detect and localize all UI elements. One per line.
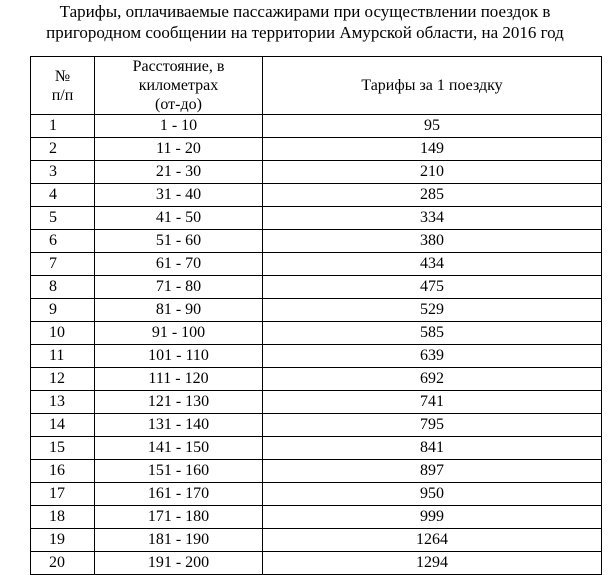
table-row <box>31 230 602 253</box>
distance-cell: 131 - 140 <box>95 414 263 437</box>
table-row <box>31 138 602 161</box>
row-number-cell: 19 <box>31 529 95 552</box>
table-row <box>31 391 602 414</box>
row-number-cell: 15 <box>31 437 95 460</box>
distance-cell: 91 - 100 <box>95 322 263 345</box>
row-number-cell: 3 <box>31 161 95 184</box>
fare-cell: 475 <box>263 276 602 299</box>
row-number-cell: 17 <box>31 483 95 506</box>
row-number-cell: 4 <box>31 184 95 207</box>
table-row <box>31 207 602 230</box>
fare-cell: 999 <box>263 506 602 529</box>
distance-cell: 81 - 90 <box>95 299 263 322</box>
fare-cell: 434 <box>263 253 602 276</box>
row-number-cell: 14 <box>31 414 95 437</box>
row-number-cell: 10 <box>31 322 95 345</box>
fare-cell: 950 <box>263 483 602 506</box>
tariff-table <box>30 56 602 575</box>
fare-cell: 285 <box>263 184 602 207</box>
table-row <box>31 506 602 529</box>
table-row <box>31 322 602 345</box>
header-row <box>31 57 602 115</box>
row-number-cell: 13 <box>31 391 95 414</box>
document-title <box>0 0 610 43</box>
row-number-cell: 1 <box>31 115 95 138</box>
fare-cell: 95 <box>263 115 602 138</box>
distance-cell: 121 - 130 <box>95 391 263 414</box>
table-row <box>31 161 602 184</box>
row-number-cell: 16 <box>31 460 95 483</box>
table-row <box>31 483 602 506</box>
distance-cell: 171 - 180 <box>95 506 263 529</box>
distance-cell: 161 - 170 <box>95 483 263 506</box>
table-row <box>31 253 602 276</box>
distance-cell: 141 - 150 <box>95 437 263 460</box>
table-row <box>31 184 602 207</box>
fare-cell: 380 <box>263 230 602 253</box>
title-line-2: пригородном сообщении на территории Амурской области, на 2016 год <box>46 23 564 42</box>
table-row <box>31 414 602 437</box>
distance-cell: 41 - 50 <box>95 207 263 230</box>
distance-cell: 101 - 110 <box>95 345 263 368</box>
title-line-1: Тарифы, оплачиваемые пассажирами при осуществлении поездок в <box>59 2 551 21</box>
distance-cell: 11 - 20 <box>95 138 263 161</box>
row-number-cell: 12 <box>31 368 95 391</box>
row-number-cell: 9 <box>31 299 95 322</box>
fare-cell: 639 <box>263 345 602 368</box>
table-row <box>31 276 602 299</box>
header-number-line-1: № <box>54 67 71 85</box>
fare-cell: 1294 <box>263 552 602 575</box>
row-number-cell: 5 <box>31 207 95 230</box>
fare-cell: 149 <box>263 138 602 161</box>
header-distance-line-2: (от-до) <box>155 96 202 113</box>
table-row <box>31 345 602 368</box>
row-number-cell: 18 <box>31 506 95 529</box>
fare-cell: 841 <box>263 437 602 460</box>
distance-cell: 71 - 80 <box>95 276 263 299</box>
distance-cell: 61 - 70 <box>95 253 263 276</box>
distance-cell: 181 - 190 <box>95 529 263 552</box>
header-distance-line-1: Расстояние, в километрах <box>132 58 225 94</box>
table-row <box>31 437 602 460</box>
header-distance <box>95 57 263 115</box>
fare-cell: 692 <box>263 368 602 391</box>
distance-cell: 21 - 30 <box>95 161 263 184</box>
row-number-cell: 6 <box>31 230 95 253</box>
fare-cell: 585 <box>263 322 602 345</box>
distance-cell: 51 - 60 <box>95 230 263 253</box>
fare-cell: 795 <box>263 414 602 437</box>
table-header <box>31 57 602 115</box>
table-row <box>31 299 602 322</box>
table-body <box>31 115 602 575</box>
fare-cell: 529 <box>263 299 602 322</box>
fare-cell: 1264 <box>263 529 602 552</box>
row-number-cell: 7 <box>31 253 95 276</box>
table-row <box>31 460 602 483</box>
table-row <box>31 552 602 575</box>
row-number-cell: 11 <box>31 345 95 368</box>
table-row <box>31 529 602 552</box>
distance-cell: 191 - 200 <box>95 552 263 575</box>
distance-cell: 31 - 40 <box>95 184 263 207</box>
header-number-line-2: п/п <box>51 86 74 104</box>
row-number-cell: 2 <box>31 138 95 161</box>
fare-cell: 334 <box>263 207 602 230</box>
distance-cell: 151 - 160 <box>95 460 263 483</box>
fare-cell: 897 <box>263 460 602 483</box>
fare-cell: 210 <box>263 161 602 184</box>
fare-cell: 741 <box>263 391 602 414</box>
row-number-cell: 8 <box>31 276 95 299</box>
distance-cell: 111 - 120 <box>95 368 263 391</box>
header-number <box>31 57 95 115</box>
distance-cell: 1 - 10 <box>95 115 263 138</box>
row-number-cell: 20 <box>31 552 95 575</box>
table-row <box>31 368 602 391</box>
header-fare: Тарифы за 1 поездку <box>263 57 602 115</box>
table-row <box>31 115 602 138</box>
